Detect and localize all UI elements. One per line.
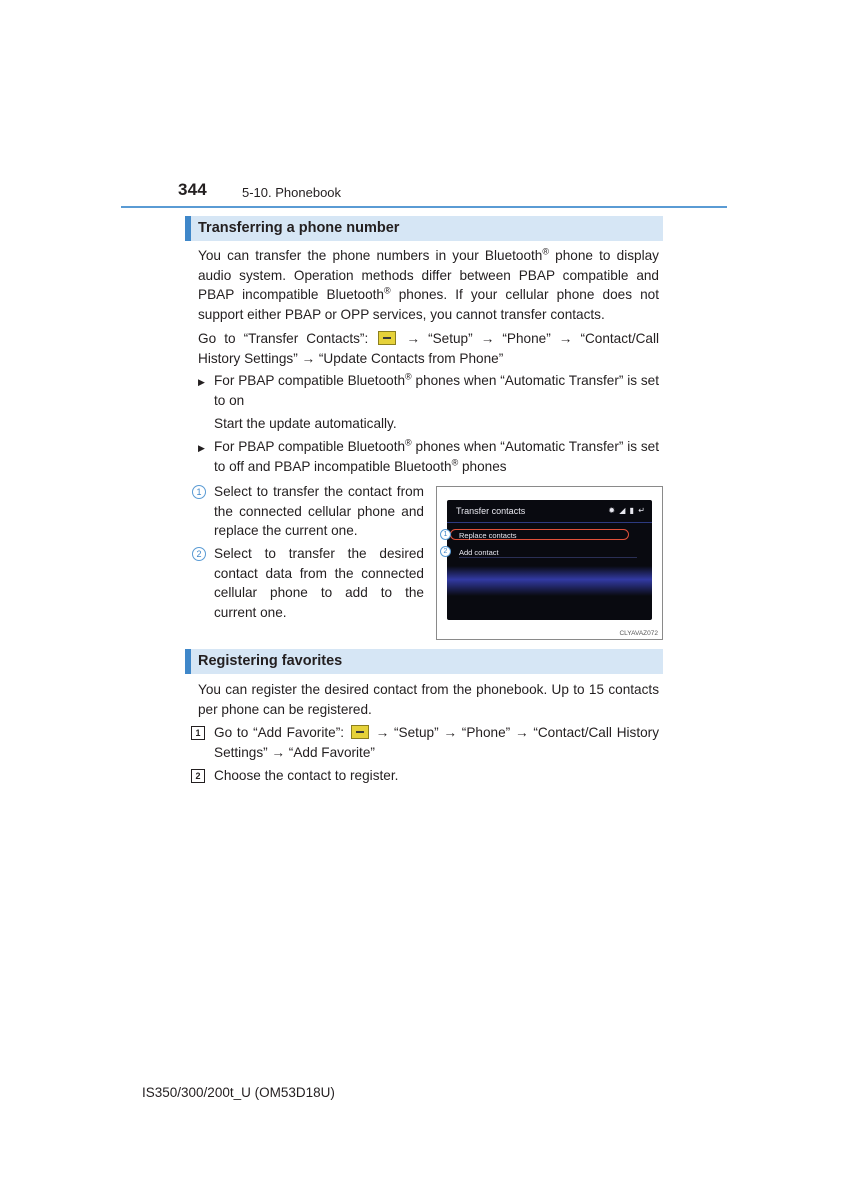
intro-text-3: phones. If your cellular phone does not support either PBAP or OPP services, you cannot transfer contacts.	[198, 287, 659, 322]
intro-text-1: You can transfer the phone numbers in your Bluetooth	[198, 248, 543, 263]
bullet-note: Start the update automatically.	[214, 416, 397, 431]
registered-mark: ®	[384, 285, 391, 296]
footer-model: IS350/300/200t_U (OM53D18U)	[142, 1085, 335, 1100]
callout-text-1: Select to transfer the contact from the connected cellular phone and replace the current one.	[214, 484, 424, 538]
callout-number-1: 1	[192, 485, 206, 499]
screen-title: Transfer contacts	[456, 506, 526, 516]
bullet2-text-a: For PBAP compatible Bluetooth	[214, 439, 406, 454]
goto-text-1: Go to “Transfer Contacts”:	[198, 331, 369, 346]
registered-mark: ®	[405, 371, 412, 382]
registered-mark: ®	[405, 437, 412, 448]
display-screen	[447, 500, 652, 620]
favorites-heading: Registering favorites	[185, 649, 663, 674]
step-2-text: Choose the contact to register.	[214, 768, 399, 783]
callout-text-2: Select to transfer the desired contact data from the connected cellular phone to add to the current one.	[214, 546, 424, 620]
transfer-goto-paragraph	[198, 329, 659, 368]
step1-text-b: → “Setup” → “Phone” → “Contact/Call History Settings” → “Add Favorite”	[214, 725, 660, 760]
transfer-intro-paragraph	[198, 246, 659, 324]
bullet-arrow-icon: ▶	[198, 443, 205, 453]
menu-icon	[351, 725, 369, 739]
bullet-item-auto-on	[214, 371, 659, 410]
row-divider	[459, 557, 637, 558]
image-code: CLYAVAZ072	[619, 630, 658, 637]
bullet1-text-a: For PBAP compatible Bluetooth	[214, 373, 406, 388]
transfer-heading: Transferring a phone number	[185, 216, 663, 241]
registered-mark: ®	[451, 456, 459, 467]
screen-glow	[447, 566, 652, 596]
menu-icon	[378, 331, 396, 345]
bullet1-text-b: phones when “Automatic Transfer” is set to on	[214, 373, 659, 408]
step-number-1: 1	[191, 726, 205, 740]
section-title: 5-10. Phonebook	[242, 185, 342, 200]
favorites-intro: You can register the desired contact from the phonebook. Up to 15 contacts per phone can be registered.	[198, 682, 659, 717]
bullet-item-auto-off	[214, 437, 659, 476]
add-contact-option[interactable]: Add contact	[459, 548, 499, 557]
registered-mark: ®	[542, 246, 550, 257]
step1-text-a: Go to “Add Favorite”:	[214, 725, 344, 740]
bullet-arrow-icon: ▶	[198, 377, 205, 387]
screen-callout-1: 1	[440, 529, 451, 540]
step-number-2: 2	[191, 769, 205, 783]
header-divider	[121, 206, 727, 208]
intro-text-2: phone to display audio system. Operation methods differ between PBAP compatible and PBAP incompatible Bluetooth	[198, 248, 659, 302]
screen-illustration	[436, 486, 663, 640]
replace-contacts-option[interactable]: Replace contacts	[459, 531, 517, 540]
bullet2-text-c: phones	[458, 458, 507, 474]
step-1-text	[214, 723, 659, 762]
page-number: 344	[178, 180, 207, 199]
bullet2-text-b: phones when “Automatic Transfer” is set to off and PBAP incompatible Bluetooth	[214, 439, 659, 474]
status-icons: ✹ ◢ ▮ ↵	[608, 506, 646, 515]
callout-number-2: 2	[192, 547, 206, 561]
screen-callout-2: 2	[440, 546, 451, 557]
goto-text-2: → “Setup” → “Phone” → “Contact/Call History Settings” → “Update Contacts from Phone”	[198, 331, 660, 366]
screen-divider	[447, 522, 652, 523]
